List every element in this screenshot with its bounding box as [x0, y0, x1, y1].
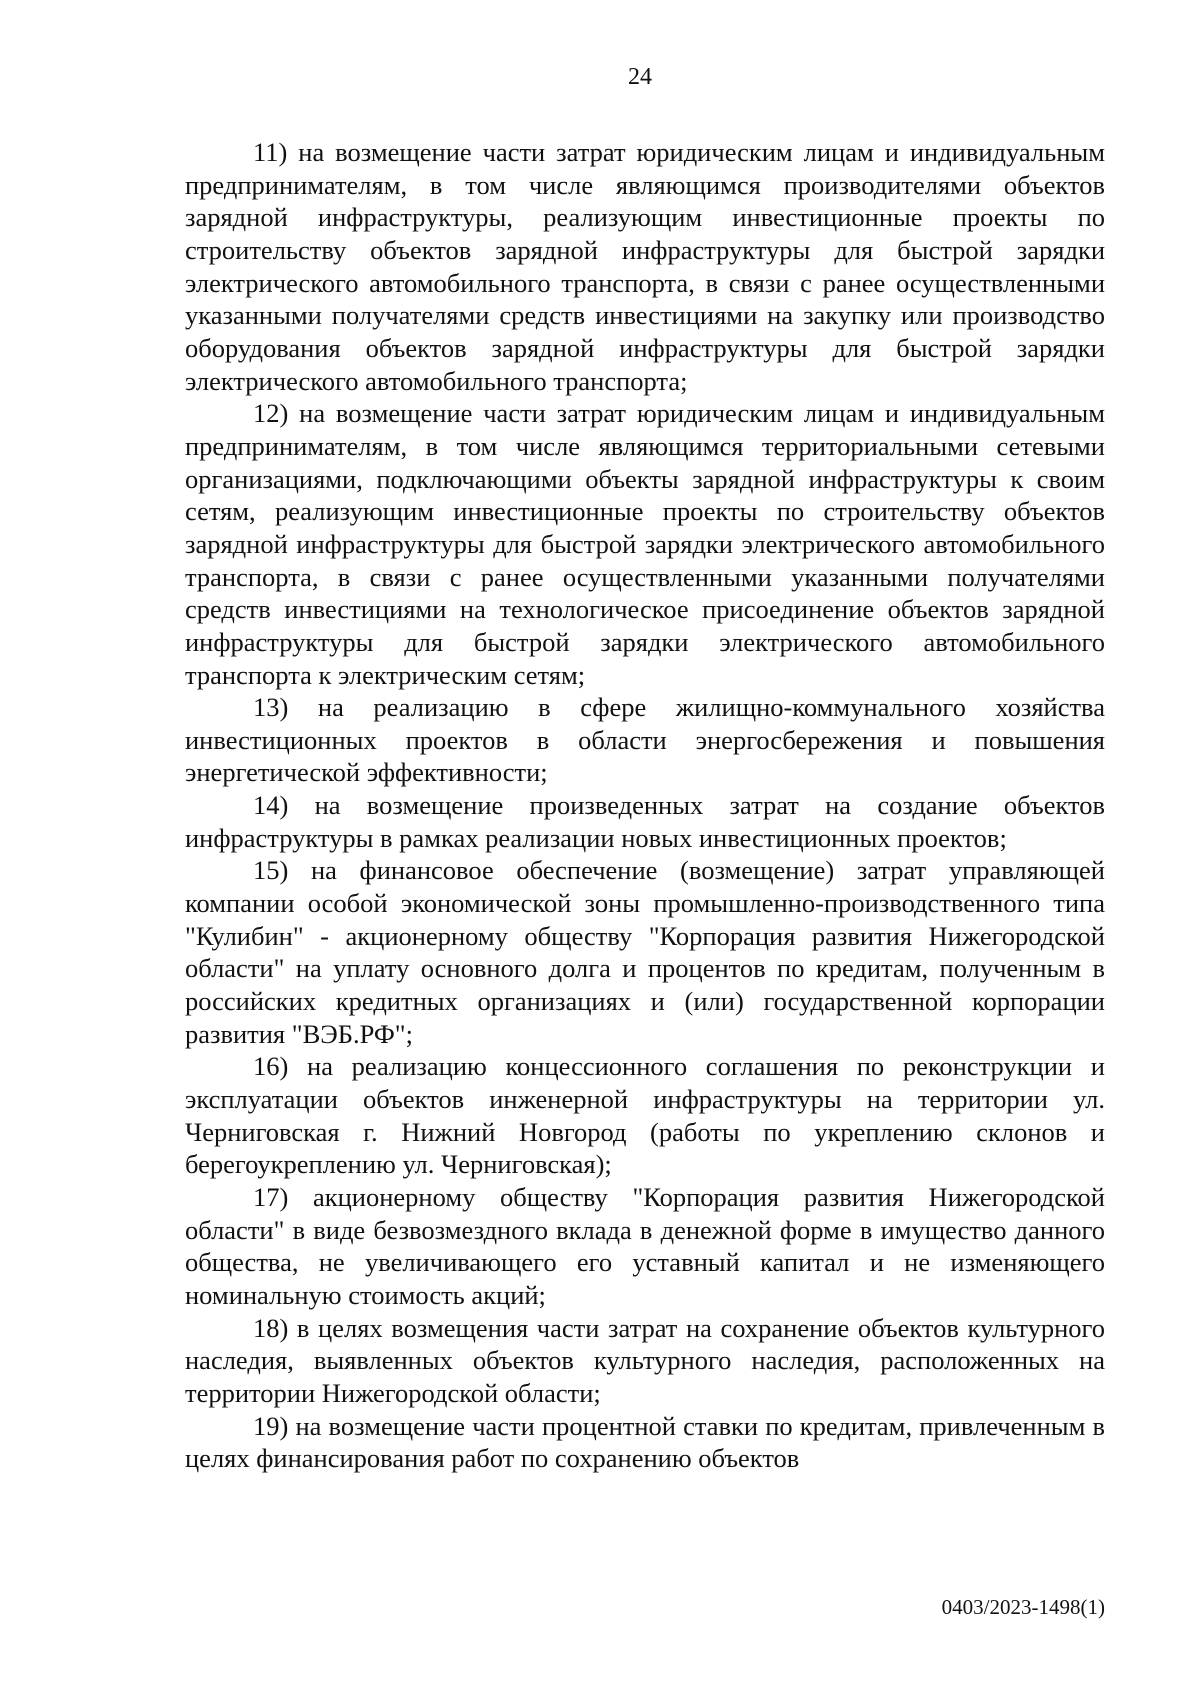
list-item-13: 13) на реализацию в сфере жилищно-коммунального хозяйства инвестиционных проектов в области энергосбережения и повышения энергетической эффективности;: [185, 692, 1105, 788]
list-item-11: 11) на возмещение части затрат юридическим лицам и индивидуальным предпринимателям, в том числе являющимся производителями объектов зарядной инфраструктуры, реализующим инвестиционные проекты по строительству объектов зарядной инфраструктуры для быстрой зарядки электрического автомобильного транспорта, в связи с ранее осуществленными указанными получателями средств инвестициями на закупку или производство оборудования объектов зарядной инфраструктуры для быстрой зарядки электрического автомобильного транспорта;: [185, 137, 1105, 396]
list-item-18: 18) в целях возмещения части затрат на сохранение объектов культурного наследия, выявленных объектов культурного наследия, расположенных на территории Нижегородской области;: [185, 1312, 1105, 1408]
page-number: 24: [628, 64, 652, 90]
list-item-12: 12) на возмещение части затрат юридическим лицам и индивидуальным предпринимателям, в том числе являющимся территориальными сетевыми организациями, подключающими объекты зарядной инфраструктуры к своим сетям, реализующим инвестиционные проекты по строительству объектов зарядной инфраструктуры для быстрой зарядки электрического автомобильного транспорта, в связи с ранее осуществленными указанными получателями средств инвестициями на технологическое присоединение объектов зарядной инфраструктуры для быстрой зарядки электрического автомобильного транспорта к электрическим сетям;: [185, 398, 1105, 690]
list-item-14: 14) на возмещение произведенных затрат на создание объектов инфраструктуры в рамках реализации новых инвестиционных проектов;: [185, 790, 1105, 853]
list-item-16: 16) на реализацию концессионного соглашения по реконструкции и эксплуатации объектов инженерной инфраструктуры на территории ул. Черниговская г. Нижний Новгород (работы по укреплению склонов и берегоукреплению ул. Черниговская);: [185, 1051, 1105, 1180]
document-code: 0403/2023-1498(1): [941, 1595, 1105, 1619]
list-item-15: 15) на финансовое обеспечение (возмещение) затрат управляющей компании особой экономической зоны промышленно-производственного типа "Кулибин" - акционерному обществу "Корпорация развития Нижегородской области" на уплату основного долга и процентов по кредитам, полученным в российских кредитных организациях и (или) государственной корпорации развития "ВЭБ.РФ";: [185, 855, 1105, 1049]
list-item-17: 17) акционерному обществу "Корпорация развития Нижегородской области" в виде безвозмездного вклада в денежной форме в имущество данного общества, не увеличивающего его уставный капитал и не изменяющего номинальную стоимость акций;: [185, 1182, 1105, 1310]
list-item-19: 19) на возмещение части процентной ставки по кредитам, привлеченным в целях финансирования работ по сохранению объектов: [185, 1410, 1105, 1474]
document-body: [185, 136, 1105, 1475]
